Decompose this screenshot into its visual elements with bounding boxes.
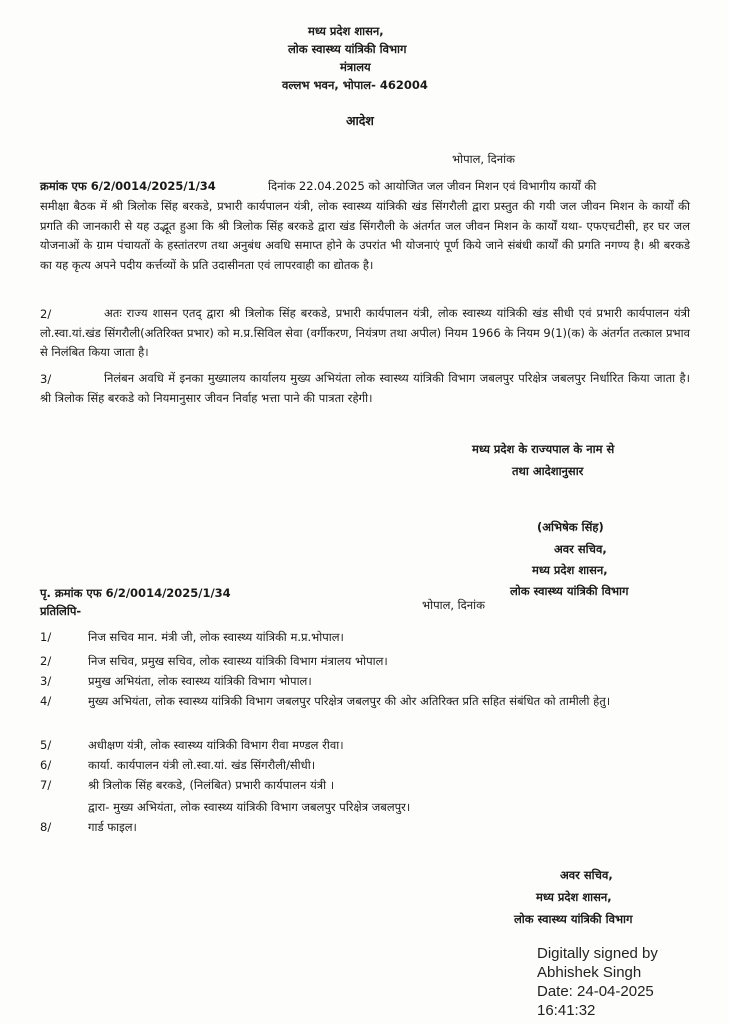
endorsement-number: पृ. क्रमांक एफ 6/2/0014/2025/1/34 bbox=[40, 586, 231, 600]
digital-signature-date: Date: 24-04-2025 bbox=[537, 983, 654, 1000]
cc-item-text: श्री त्रिलोक सिंह बरकडे, (निलंबित) प्रभारी कार्यपालन यंत्री । bbox=[88, 778, 335, 792]
cc-item-number: 8/ bbox=[40, 820, 52, 834]
order-number: क्रमांक एफ 6/2/0014/2025/1/34 bbox=[40, 179, 216, 193]
governor-line1: मध्य प्रदेश के राज्यपाल के नाम से bbox=[472, 442, 615, 456]
cc-item-text: अधीक्षण यंत्री, लोक स्वास्थ्य यांत्रिकी विभाग रीवा मण्डल रीवा। bbox=[88, 738, 344, 752]
signatory-name: (अभिषेक सिंह) bbox=[537, 520, 604, 534]
cc-item-number: 7/ bbox=[40, 778, 52, 792]
signatory-govt: मध्य प्रदेश शासन, bbox=[532, 563, 608, 577]
document-title: आदेश bbox=[346, 113, 374, 128]
governor-line2: तथा आदेशानुसार bbox=[512, 464, 584, 478]
para2-text: अतः राज्य शासन एतद् द्वारा श्री त्रिलोक सिंह बरकडे, प्रभारी कार्यपालन यंत्री, लोक स्वास्थ्य यांत्रिकी खंड सीधी एवं प्रभारी कार्यपालन यंत्री लो.स्वा.यां.खंड सिंगरौली(अतिरिक्त प्रभार) को म.प्र.सिविल सेवा (वर्गीकरण, नियंत्रण तथा अपील) नियम 1966 के नियम 9(1)(क) के अंतर्गत तत्काल प्रभाव से निलंबित किया जाता है। bbox=[40, 306, 690, 359]
cc-item-text: निज सचिव मान. मंत्री जी, लोक स्वास्थ्य यांत्रिकी म.प्र.भोपाल। bbox=[88, 630, 344, 644]
para3-body bbox=[40, 369, 690, 408]
cc-item-number: 3/ bbox=[40, 674, 52, 688]
header-ministry: मंत्रालय bbox=[340, 60, 371, 74]
endorsement-place-date: भोपाल, दिनांक bbox=[422, 598, 485, 612]
digital-signature-time: 16:41:32 bbox=[537, 1002, 596, 1019]
cc-item-text: कार्या. कार्यपालन यंत्री लो.स्वा.यां. खंड सिंगरौली/सीधी। bbox=[88, 758, 316, 772]
para1-body: समीक्षा बैठक में श्री त्रिलोक सिंह बरकडे, प्रभारी कार्यपालन यंत्री, लोक स्वास्थ्य यांत्रिकी खंड सिंगरौली द्वारा प्रस्तुत की गयी जल जीवन मिशन के कार्यों की प्रगति की जानकारी से यह उद्भूत हुआ कि श्री त्रिलोक सिंह बरकडे द्वारा खंड सिंगरौली के अंतर्गत जल जीवन मिशन के कार्यों यथा- एफएचटीसी, हर घर जल योजनाओं के ग्राम पंचायतों के हस्तांतरण तथा अनुबंध अवधि समाप्त होने के उपरांत भी योजनाएं पूर्ण किये जाने संबंधी कार्यों की प्रगति नगण्य है। श्री बरकडे का यह कृत्य अपने पदीय कर्त्तव्यों के प्रति उदासीनता एवं लापरवाही का द्योतक है। bbox=[40, 199, 690, 272]
para2-body bbox=[40, 304, 690, 363]
signatory-dept: लोक स्वास्थ्य यांत्रिकी विभाग bbox=[510, 584, 629, 598]
cc-item-number: 1/ bbox=[40, 630, 52, 644]
header-address: वल्लभ भवन, भोपाल- 462004 bbox=[282, 78, 428, 92]
cc-item-text: निज सचिव, प्रमुख सचिव, लोक स्वास्थ्य यांत्रिकी विभाग मंत्रालय भोपाल। bbox=[88, 654, 388, 668]
signatory2-dept: लोक स्वास्थ्य यांत्रिकी विभाग bbox=[514, 912, 633, 926]
para1-first-line: दिनांक 22.04.2025 को आयोजित जल जीवन मिशन एवं विभागीय कार्यों की bbox=[268, 179, 597, 193]
place-date: भोपाल, दिनांक bbox=[452, 152, 515, 166]
digital-signature-line1: Digitally signed by bbox=[537, 945, 658, 962]
para2-number: 2/ bbox=[40, 307, 52, 321]
cc-item-text: मुख्य अभियंता, लोक स्वास्थ्य यांत्रिकी विभाग जबलपुर परिक्षेत्र जबलपुर की ओर अतिरिक्त प्रति सहित संबंधित को तामीली हेतु। bbox=[88, 694, 611, 708]
digital-signature-name: Abhishek Singh bbox=[537, 964, 642, 981]
cc-item-number: 5/ bbox=[40, 738, 52, 752]
signatory2-designation: अवर सचिव, bbox=[560, 868, 613, 882]
cc-item-number: 2/ bbox=[40, 654, 52, 668]
para3-number: 3/ bbox=[40, 372, 52, 386]
cc-item-text: गार्ड फाइल। bbox=[88, 820, 137, 834]
digital-signature bbox=[537, 944, 658, 1020]
signatory2-govt: मध्य प्रदेश शासन, bbox=[536, 890, 612, 904]
header-govt: मध्य प्रदेश शासन, bbox=[308, 24, 384, 38]
cc-item-number: 4/ bbox=[40, 694, 52, 708]
cc-item-text: द्वारा- मुख्य अभियंता, लोक स्वास्थ्य यांत्रिकी विभाग जबलपुर परिक्षेत्र जबलपुर। bbox=[88, 800, 411, 814]
copy-label: प्रतिलिपि- bbox=[40, 604, 82, 618]
para3-text: निलंबन अवधि में इनका मुख्यालय कार्यालय मुख्य अभियंता लोक स्वास्थ्य यांत्रिकी विभाग जबलपुर परिक्षेत्र जबलपुर निर्धारित किया जाता है। श्री त्रिलोक सिंह बरकडे को नियमानुसार जीवन निर्वाह भत्ता पाने की पात्रता रहेगी। bbox=[40, 371, 690, 405]
signatory-designation: अवर सचिव, bbox=[554, 542, 607, 556]
cc-item-number: 6/ bbox=[40, 758, 52, 772]
header-department: लोक स्वास्थ्य यांत्रिकी विभाग bbox=[288, 42, 407, 56]
cc-item-text: प्रमुख अभियंता, लोक स्वास्थ्य यांत्रिकी विभाग भोपाल। bbox=[88, 674, 312, 688]
